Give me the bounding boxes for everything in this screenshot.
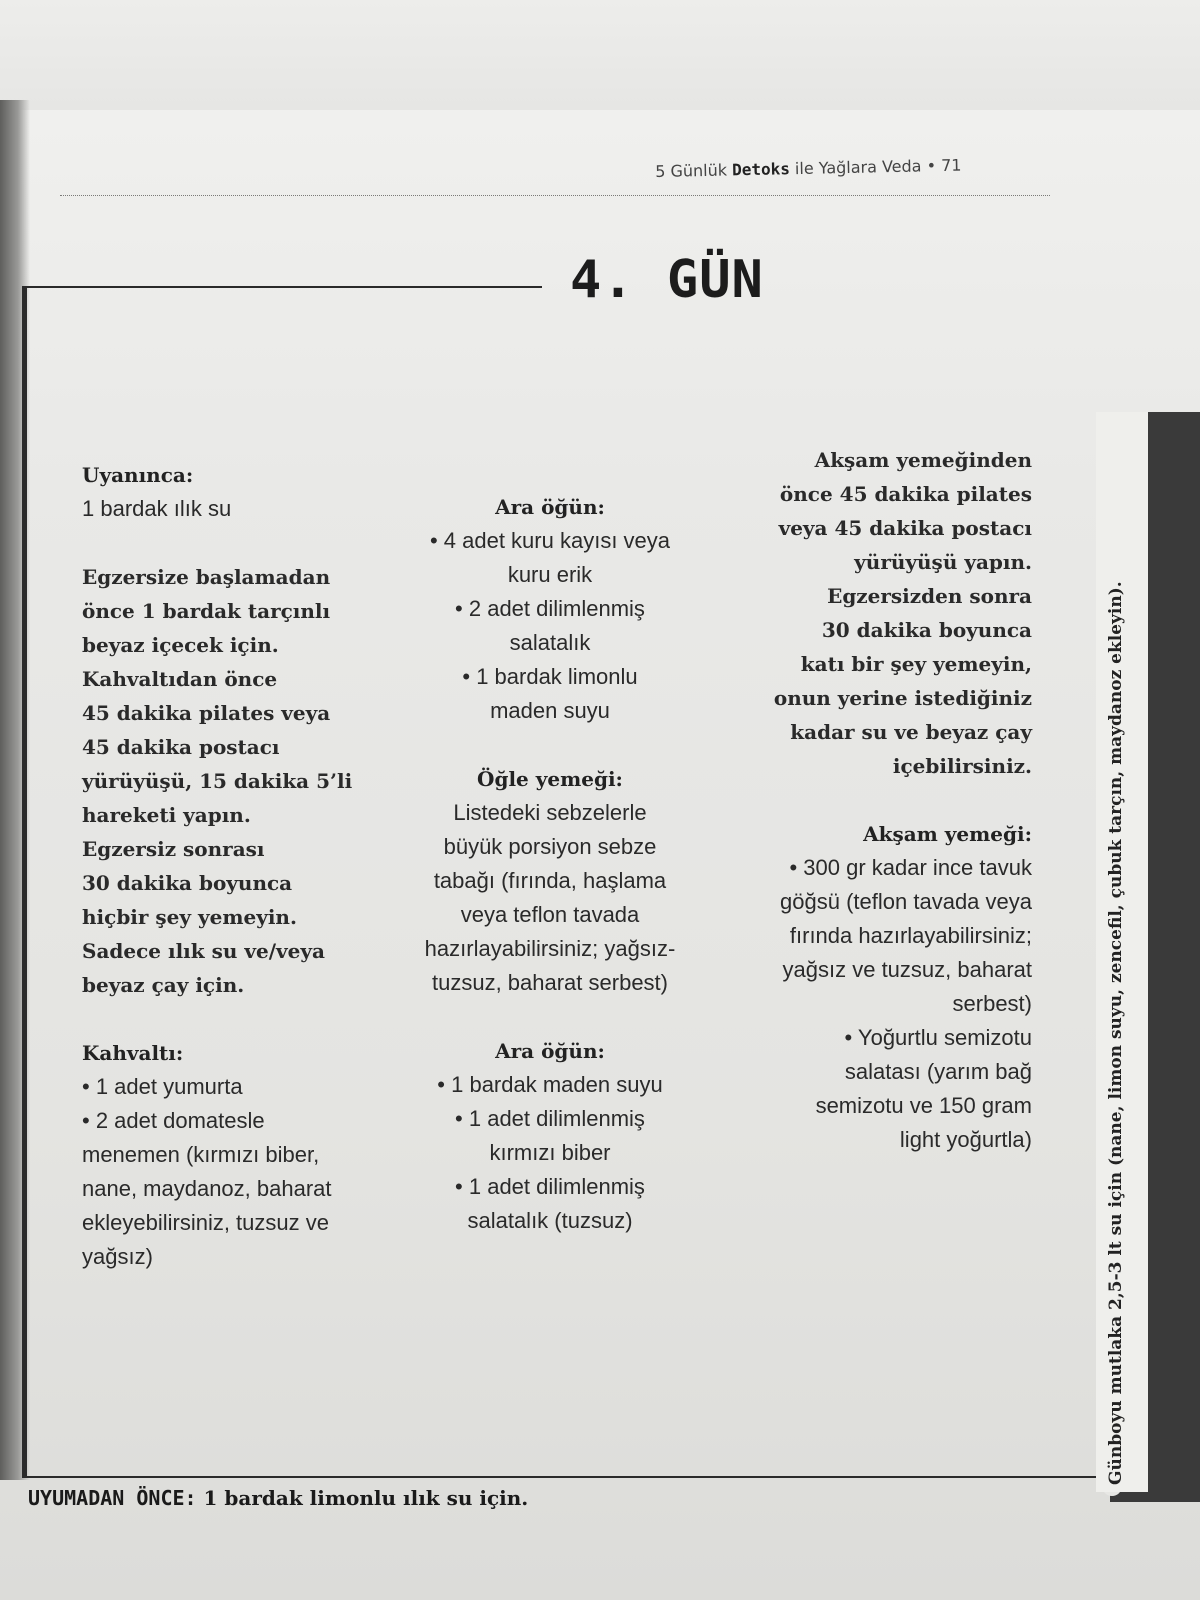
text-line: • 1 bardak limonlu	[462, 664, 638, 689]
text-line: fırında hazırlayabilirsiniz;	[789, 923, 1032, 948]
snack2-heading: Ara öğün:	[495, 1039, 605, 1063]
wake-list	[82, 492, 402, 526]
text-line: kırmızı biber	[489, 1140, 611, 1165]
text-line: tabağı (fırında, haşlama	[433, 868, 667, 893]
text-line: • Yoğurtlu semizotu	[844, 1025, 1032, 1050]
text-line: Egzersizden sonra	[827, 584, 1032, 608]
text-line: Kahvaltıdan önce	[82, 667, 278, 691]
wake-heading: Uyanınca:	[82, 463, 194, 487]
text-line: Sadece ılık su ve/veya	[82, 939, 325, 963]
text-line: yağsız ve tuzsuz, baharat	[782, 957, 1032, 982]
text-line: • 300 gr kadar ince tavuk	[789, 855, 1032, 880]
pre-dinner-text	[720, 443, 1032, 783]
bedtime-text: 1 bardak limonlu ılık su için.	[196, 1486, 529, 1510]
text-line: hiçbir şey yemeyin.	[82, 905, 297, 929]
top-margin	[0, 0, 1200, 110]
text-line: yağsız)	[82, 1244, 153, 1269]
text-line: önce 45 dakika pilates	[779, 482, 1032, 506]
lunch-text	[400, 796, 700, 1000]
text-line: 30 dakika boyunca	[821, 618, 1032, 642]
spacer	[400, 728, 700, 762]
text-line: hazırlayabilirsiniz; yağsız-	[424, 936, 676, 961]
bedtime-note	[28, 1486, 528, 1510]
side-note: Günboyu mutlaka 2,5-3 lt su için (nane, limon suyu, zencefil, çubuk tarçın, maydanoz ekleyin).	[1106, 581, 1126, 1485]
spacer	[82, 526, 402, 560]
text-line: 1 bardak ılık su	[82, 496, 232, 521]
text-line: serbest)	[952, 991, 1032, 1016]
text-line: Akşam yemeğinden	[814, 448, 1032, 472]
exercise-text	[82, 560, 402, 1002]
text-line: • 1 adet dilimlenmiş	[455, 1106, 645, 1131]
middle-column	[400, 490, 700, 1238]
lunch-heading: Öğle yemeği:	[477, 767, 623, 791]
header-bold-word: Detoks	[731, 159, 791, 180]
text-line: onun yerine istediğiniz	[773, 686, 1032, 710]
snack1-list	[400, 524, 700, 728]
dinner-list	[720, 851, 1032, 1157]
text-line: • 1 adet yumurta	[82, 1074, 243, 1099]
snack1-heading: Ara öğün:	[495, 495, 605, 519]
dinner-heading: Akşam yemeği:	[863, 822, 1032, 846]
header-suffix: ile Yağlara Veda	[789, 156, 922, 179]
page-title: 4. GÜN	[570, 250, 764, 310]
spacer	[400, 1000, 700, 1034]
text-line: maden suyu	[490, 698, 610, 723]
header-prefix: 5 Günlük	[655, 160, 733, 181]
breakfast-heading: Kahvaltı:	[82, 1041, 184, 1065]
text-line: salatalık	[509, 630, 591, 655]
text-line: göğsü (teflon tavada veya	[780, 889, 1032, 914]
text-line: önce 1 bardak tarçınlı	[82, 599, 331, 623]
text-line: semizotu ve 150 gram	[815, 1093, 1032, 1118]
text-line: beyaz içecek için.	[82, 633, 279, 657]
text-line: beyaz çay için.	[82, 973, 245, 997]
text-line: veya 45 dakika postacı	[778, 516, 1032, 540]
text-line: salatası (yarım bağ	[844, 1059, 1032, 1084]
breakfast-list	[82, 1070, 402, 1274]
left-column	[82, 458, 402, 1274]
spacer	[720, 783, 1032, 817]
bedtime-label: UYUMADAN ÖNCE:	[28, 1486, 197, 1510]
text-line: • 1 bardak maden suyu	[437, 1072, 663, 1097]
text-line: salatalık (tuzsuz)	[467, 1208, 633, 1233]
text-line: • 2 adet domatesle	[82, 1108, 265, 1133]
title-rule	[22, 286, 542, 288]
spacer	[82, 1002, 402, 1036]
text-line: Egzersize başlamadan	[82, 565, 331, 589]
text-line: yürüyüşü yapın.	[854, 550, 1032, 574]
text-line: menemen (kırmızı biber,	[82, 1142, 320, 1167]
text-line: light yoğurtla)	[899, 1127, 1032, 1152]
text-line: 45 dakika postacı	[82, 735, 280, 759]
running-header: 5 Günlük Detoks ile Yağlara Veda • 71	[655, 155, 962, 181]
text-line: kadar su ve beyaz çay	[790, 720, 1032, 744]
text-line: 30 dakika boyunca	[82, 871, 293, 895]
text-line: hareketi yapın.	[82, 803, 251, 827]
text-line: tuzsuz, baharat serbest)	[431, 970, 668, 995]
text-line: Listedeki sebzelerle	[453, 800, 647, 825]
text-line: • 4 adet kuru kayısı veya	[429, 528, 671, 553]
text-line: yürüyüşü, 15 dakika 5’li	[82, 769, 353, 793]
text-line: • 2 adet dilimlenmiş	[455, 596, 645, 621]
text-line: 45 dakika pilates veya	[82, 701, 331, 725]
text-line: ekleyebilirsiniz, tuzsuz ve	[82, 1210, 329, 1235]
header-rule	[60, 195, 1050, 196]
text-line: içebilirsiniz.	[892, 754, 1032, 778]
text-line: nane, maydanoz, baharat	[82, 1176, 332, 1201]
text-line: veya teflon tavada	[460, 902, 640, 927]
text-line: Egzersiz sonrası	[82, 837, 265, 861]
snack2-list	[400, 1068, 700, 1238]
text-line: • 1 adet dilimlenmiş	[455, 1174, 645, 1199]
text-line: kuru erik	[507, 562, 593, 587]
page-number: 71	[940, 155, 962, 176]
text-line: büyük porsiyon sebze	[443, 834, 657, 859]
right-column	[720, 443, 1032, 1157]
text-line: katı bir şey yemeyin,	[800, 652, 1032, 676]
